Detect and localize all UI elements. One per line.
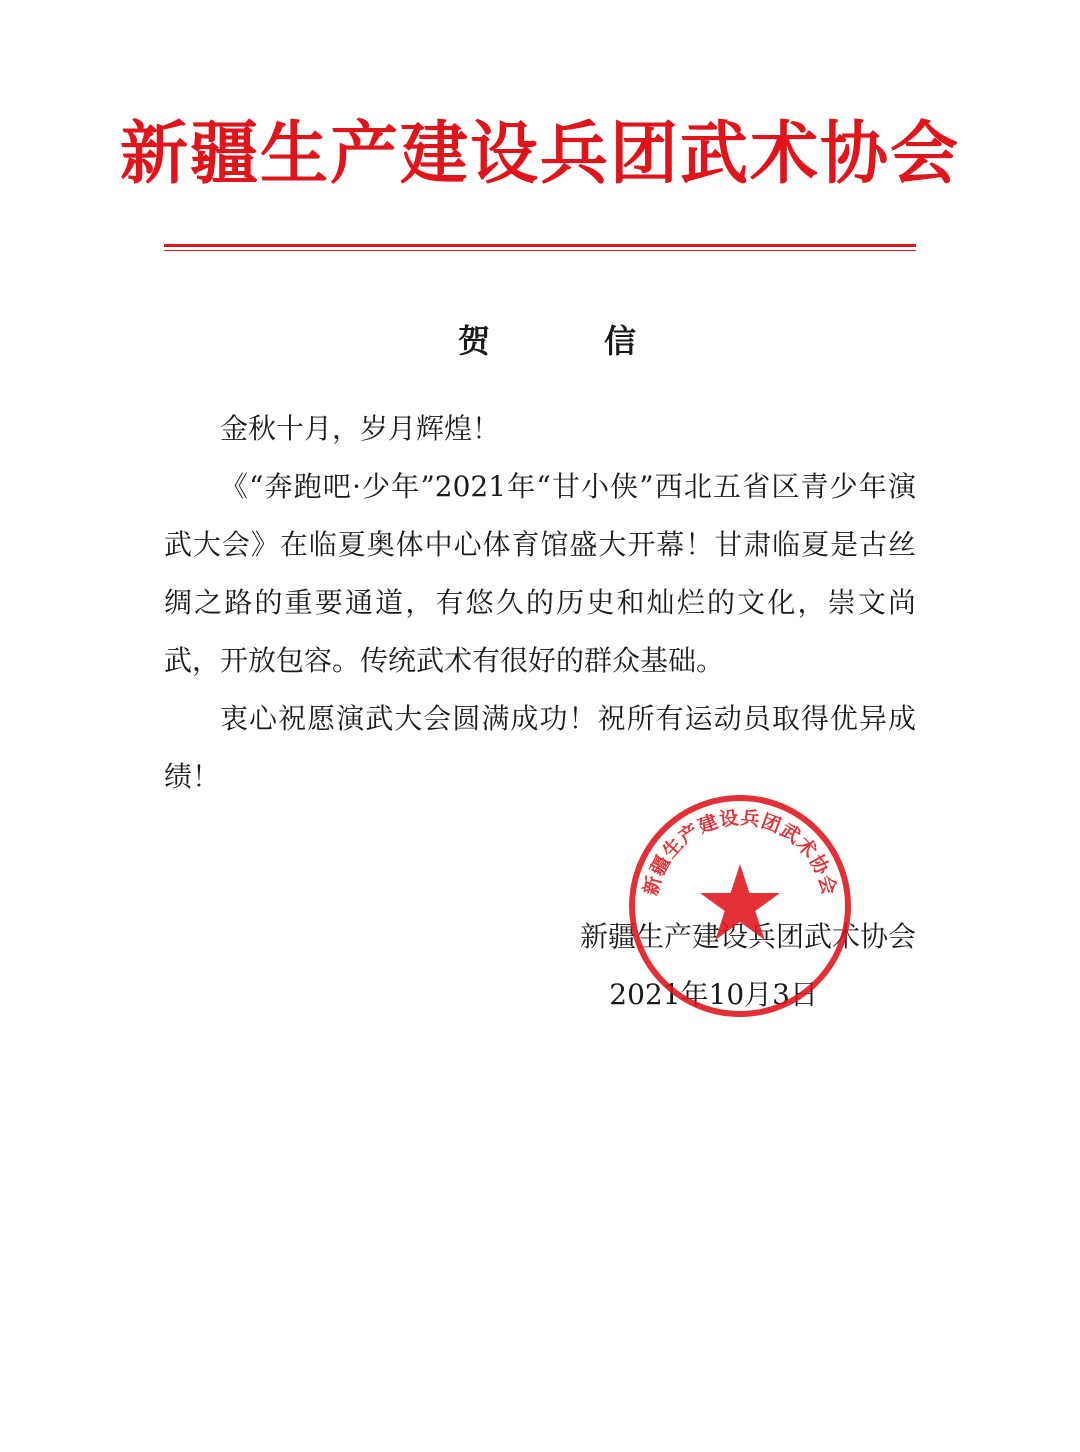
document-title-char-2: 信: [604, 322, 637, 360]
body-paragraph: 《“奔跑吧·少年”2021年“甘小侠”西北五省区青少年演武大会》在临夏奥体中心体育馆盛大开幕！甘肃临夏是古丝绸之路的重要通道，有悠久的历史和灿烂的文化，崇文尚武，开放包容。传统武术有很好的群众基础。: [164, 470, 916, 677]
letterhead-divider-thin: [164, 250, 916, 251]
signature-date: 2021年10月3日: [609, 978, 818, 1011]
seal-text-path: 新疆生产建设兵团武术协会: [639, 806, 841, 898]
letter-body: [164, 400, 916, 806]
body-paragraph: 金秋十月，岁月辉煌！: [220, 412, 501, 445]
signature-organization: 新疆生产建设兵团武术协会: [579, 920, 916, 953]
letterhead-title: 新疆生产建设兵团武术协会: [119, 115, 960, 194]
red-star-icon: [700, 864, 780, 940]
body-paragraph: 衷心祝愿演武大会圆满成功！祝所有运动员取得优异成绩！: [164, 702, 916, 793]
document-title-char-1: 贺: [458, 322, 491, 360]
official-seal: [626, 792, 854, 1020]
letterhead-divider-thick: [164, 244, 916, 247]
